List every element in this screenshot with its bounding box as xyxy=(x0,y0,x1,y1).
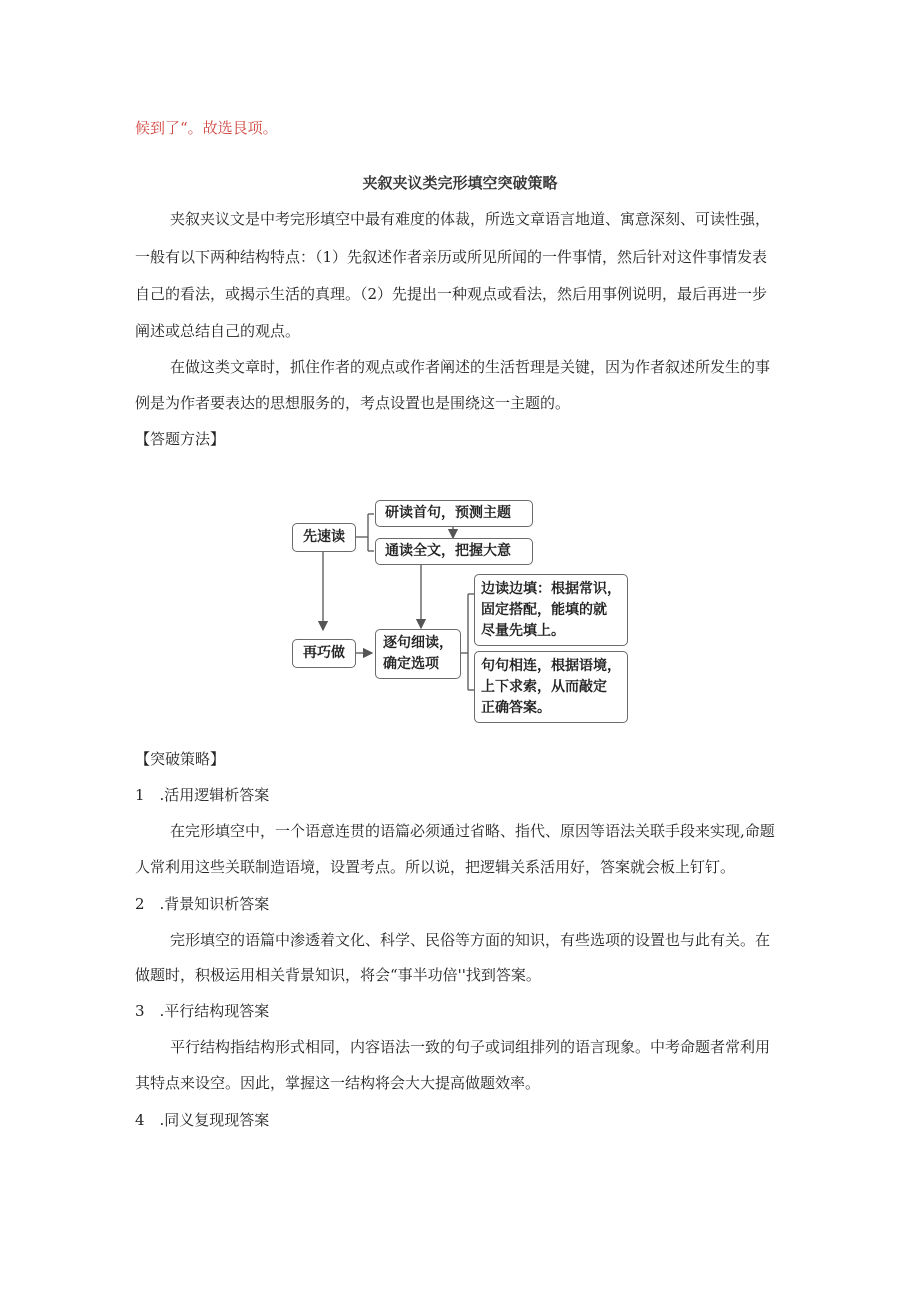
strategy-3-heading: 3 .平行结构现答案 xyxy=(135,1002,270,1020)
previous-answer-fragment: 候到了“。故选艮项。 xyxy=(135,119,278,137)
sentence-link-box xyxy=(474,651,628,723)
study-first-sentence-label: 研读首句，预测主题 xyxy=(385,505,511,521)
sentence-link-line: 正确答案。 xyxy=(481,700,551,716)
intro-line: 一般有以下两种结构特点：（1）先叙述作者亲历或所见所闻的一件事情，然后针对这件事情发表 xyxy=(135,248,768,266)
method-heading: 【答题方法】 xyxy=(135,430,226,448)
intro-line: 夹叙夹议文是中考完形填空中最有难度的体裁，所选文章语言地道、寓意深刻、可读性强， xyxy=(170,210,771,228)
intro-line: 例是为作者要表达的思想服务的，考点设置也是围绕这一主题的。 xyxy=(135,394,571,412)
strategy-1-line: 人常利用这些关联制造语境，设置考点。所以说，把逻辑关系活用好，答案就会板上钉钉。 xyxy=(135,858,736,876)
fill-while-reading-line: 边读边填：根据常识， xyxy=(481,581,621,597)
read-first-label: 先速读 xyxy=(303,529,345,545)
strategy-2-line: 做题时，积极运用相关背景知识，将会“事半功倍''找到答案。 xyxy=(135,966,541,984)
intro-line: 在做这类文章时，抓住作者的观点或作者阐述的生活哲理是关键，因为作者叙述所发生的事 xyxy=(170,358,771,376)
strategy-2-heading: 2 .背景知识析答案 xyxy=(135,895,270,913)
read-first-box xyxy=(292,523,356,552)
read-full-text-box xyxy=(375,538,533,565)
sentence-by-sentence-box xyxy=(375,629,461,679)
sentence-link-line: 上下求索，从而敲定 xyxy=(481,679,607,695)
intro-line: 阐述或总结自己的观点。 xyxy=(135,322,301,340)
strategy-3-line: 其特点来设空。因此，掌握这一结构将会大大提高做题效率。 xyxy=(135,1074,541,1092)
fill-while-reading-box xyxy=(474,574,628,646)
do-carefully-label: 再巧做 xyxy=(303,645,345,661)
strategy-4-heading: 4 .同义复现现答案 xyxy=(135,1111,270,1129)
read-full-text-label: 通读全文，把握大意 xyxy=(385,543,511,559)
sentence-link-line: 句句相连，根据语境， xyxy=(481,658,621,674)
strategy-1-line: 在完形填空中，一个语意连贯的语篇必须通过省略、指代、原因等语法关联手段来实现,命题 xyxy=(170,822,775,840)
page-title: 夹叙夹议类完形填空突破策略 xyxy=(362,174,558,192)
do-carefully-box xyxy=(292,639,356,668)
strategy-1-heading: 1 .活用逻辑析答案 xyxy=(135,786,270,804)
strategy-3-line: 平行结构指结构形式相同，内容语法一致的句子或词组排列的语言现象。中考命题者常利用 xyxy=(170,1038,771,1056)
fill-while-reading-line: 固定搭配，能填的就 xyxy=(481,602,607,618)
fill-while-reading-line: 尽量先填上。 xyxy=(481,623,565,639)
strategy-2-line: 完形填空的语篇中渗透着文化、科学、民俗等方面的知识，有些选项的设置也与此有关。在 xyxy=(170,931,771,949)
intro-line: 自己的看法，或揭示生活的真理。（2）先提出一种观点或看法，然后用事例说明，最后再进一步 xyxy=(135,285,768,303)
sentence-by-sentence-line: 逐句细读， xyxy=(383,635,453,651)
method-flowchart xyxy=(288,494,633,726)
strategy-heading: 【突破策略】 xyxy=(135,750,226,768)
sentence-by-sentence-line: 确定选项 xyxy=(383,656,439,672)
study-first-sentence-box xyxy=(375,500,533,527)
